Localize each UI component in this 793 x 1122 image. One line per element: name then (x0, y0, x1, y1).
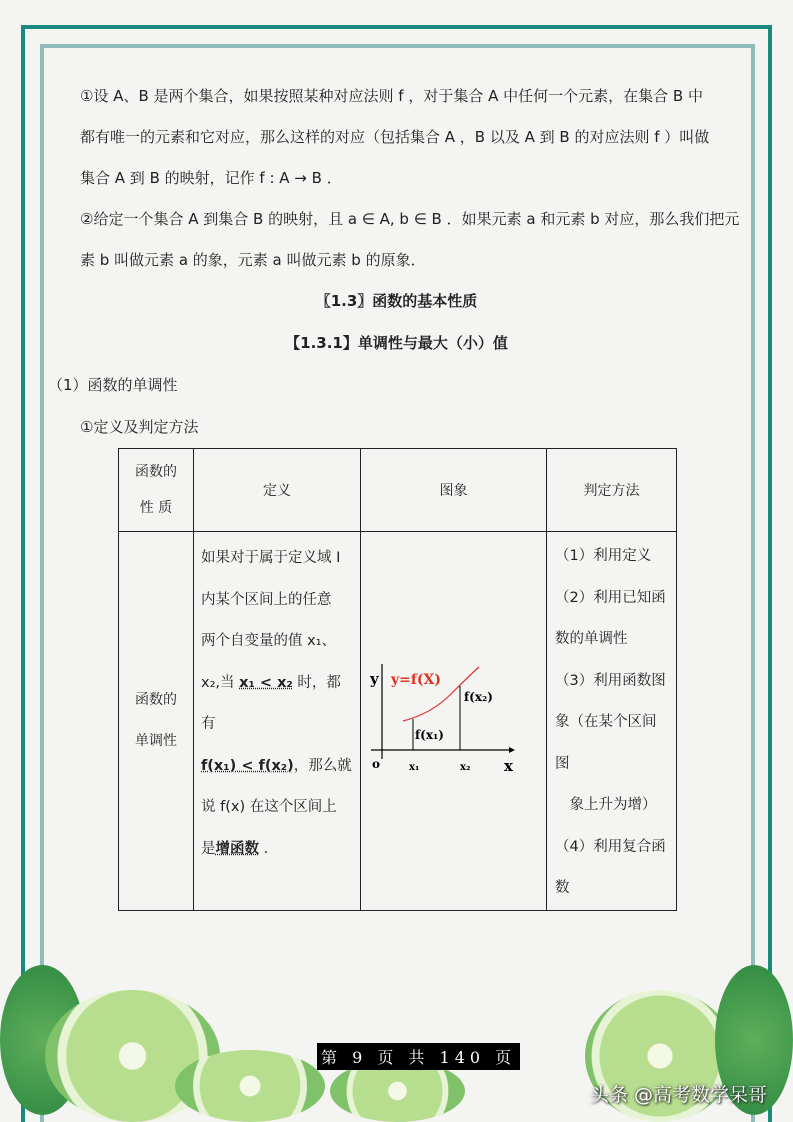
section-heading: 〖1.3〗函数的基本性质 (315, 292, 478, 310)
def-line: x₂,当 x₁ < x₂ 时，都有 (201, 674, 341, 732)
header-graph: 图象 (361, 449, 547, 532)
y-label: y (370, 669, 379, 688)
origin-label: o (372, 756, 381, 771)
increasing-function-graph (361, 534, 546, 908)
fx1-label: f(x₁) (415, 727, 444, 742)
definition-cell (194, 532, 361, 911)
table-row (119, 532, 677, 911)
method-line: 象上升为增） (555, 797, 657, 813)
section-label: （1）函数的单调性 (48, 376, 178, 394)
graph-cell (361, 532, 547, 911)
header-definition: 定义 (194, 449, 361, 532)
def-line: 是增函数 . (201, 840, 269, 857)
header-property: 函数的 性 质 (119, 449, 194, 532)
watermark: 头条 @高考数学呆哥 (590, 1084, 768, 1106)
x2-label: x₂ (460, 761, 471, 773)
def-line: 内某个区间上的任意 (201, 591, 332, 608)
method-line: （2）利用已知函 (555, 589, 666, 606)
monotonicity-table (118, 448, 677, 911)
method-cell (547, 532, 677, 911)
method-line: 图 (555, 755, 570, 772)
method-line: 数 (555, 880, 570, 896)
method-line: （3）利用函数图 (555, 672, 666, 689)
subsection-heading: 【1.3.1】单调性与最大（小）值 (285, 334, 508, 352)
x-axis-arrow (509, 747, 515, 753)
paragraph-line: ②给定一个集合 A 到集合 B 的映射，且 a ∈ A, b ∈ B ．如果元素 a 和元素 b 对应，那么我们把元 (80, 210, 740, 228)
lime-decoration (175, 1050, 325, 1122)
method-line: 数的单调性 (555, 631, 628, 647)
row-label: 函数的 单调性 (119, 532, 194, 911)
method-line: （4）利用复合函 (555, 838, 666, 855)
subsection-label: ①定义及判定方法 (80, 418, 199, 436)
function-label: y=f(X) (391, 671, 441, 688)
paragraph-line: 素 b 叫做元素 a 的象，元素 a 叫做元素 b 的原象． (80, 251, 426, 269)
x1-label: x₁ (409, 761, 420, 773)
paragraph-line: 集合 A 到 B 的映射，记作 f : A → B ． (80, 169, 342, 187)
fx2-label: f(x₂) (464, 689, 493, 704)
def-line: 如果对于属于定义域 I (201, 550, 341, 566)
header-method: 判定方法 (547, 449, 677, 532)
method-line: 象（在某个区间 (555, 714, 657, 730)
table-header-row (119, 449, 677, 532)
page-number-footer: 第 9 页 共 140 页 (317, 1043, 520, 1070)
def-line: f(x₁) < f(x₂)，那么就 (201, 757, 352, 774)
paragraph-line: ①设 A、B 是两个集合，如果按照某种对应法则 f ，对于集合 A 中任何一个元素，在集合 B 中 (80, 87, 703, 105)
paragraph-line: 都有唯一的元素和它对应，那么这样的对应（包括集合 A ，B 以及 A 到 B 的对应法则 f ）叫做 (80, 128, 710, 146)
method-line: （1）利用定义 (555, 548, 652, 564)
def-line: 两个自变量的值 x₁、 (201, 633, 337, 649)
x-label: x (504, 756, 513, 775)
def-line: 说 f(x) 在这个区间上 (201, 799, 337, 815)
